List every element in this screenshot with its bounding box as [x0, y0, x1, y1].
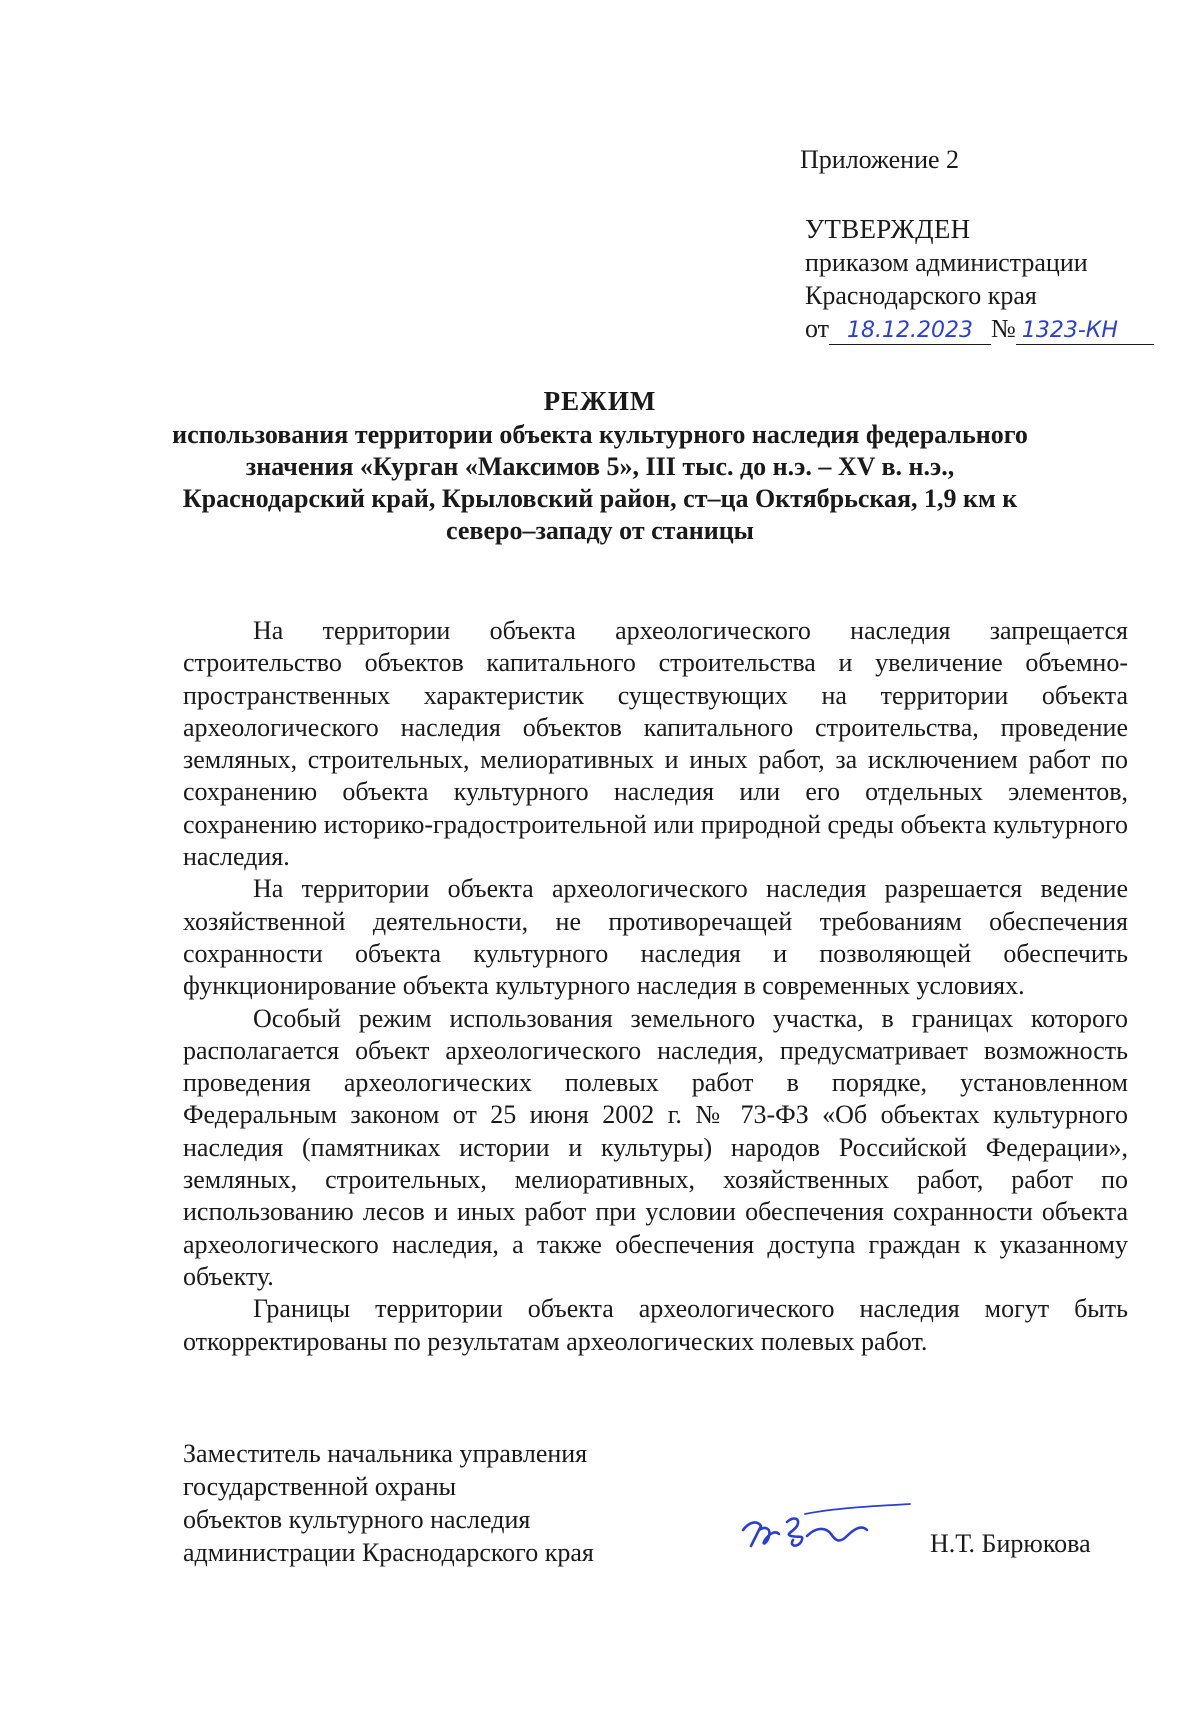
paragraph-permitted-activity: На территории объекта археологического наследия разрешается ведение хозяйственной деятельности, не противоречащей требованиям обеспечения сохранности объекта культурного наследия и позволяющей обеспечить функционирование объекта культурного наследия в современных условиях. [183, 874, 1128, 1001]
signatory-position [183, 1437, 594, 1569]
position-line-1: Заместитель начальника управления [183, 1439, 588, 1468]
title-main: РЕЖИМ [543, 386, 657, 416]
document-body [183, 615, 1128, 1358]
number-label: № [991, 314, 1016, 343]
paragraph-special-regime: Особый режим использования земельного участка, в границах которого располагается объект археологического наследия, предусматривает возможность проведения археологических полевых работ в порядке, установленном Федеральным законом от 25 июня 2002 г. № 73-ФЗ «Об объектах культурного наследия (памятниках истории и культуры) народов Российской Федерации», земляных, строительных, мелиоративных, хозяйственных работ, работ по использованию лесов и иных работ при условии обеспечения сохранности объекта археологического наследия, а также обеспечения доступа граждан к указанному объекту. [183, 1003, 1128, 1291]
order-reference [805, 312, 1154, 345]
approval-stamp-block [805, 213, 1154, 345]
title-line-3: Краснодарский край, Крыловский район, ст–ца Октябрьская, 1,9 км к [182, 484, 1018, 513]
position-line-2: государственной охраны [183, 1472, 457, 1501]
order-number-handwritten: 1323-КН [1016, 318, 1154, 345]
position-line-3: объектов культурного наследия [183, 1505, 531, 1534]
from-label: от [805, 314, 830, 343]
approved-heading: УТВЕРЖДЕН [805, 214, 971, 244]
document-title [150, 385, 1050, 547]
approval-line-2: Краснодарского края [805, 281, 1037, 310]
signatory-name: Н.Т. Бирюкова [930, 1529, 1091, 1558]
appendix-label: Приложение 2 [800, 145, 960, 174]
handwritten-signature [735, 1500, 915, 1560]
title-line-1: использования территории объекта культурного наследия федерального [172, 420, 1028, 449]
order-date-handwritten: 18.12.2023 [829, 318, 991, 345]
approval-line-1: приказом администрации [805, 248, 1088, 277]
title-line-2: значения «Курган «Максимов 5», III тыс. до н.э. – XV в. н.э., [245, 452, 955, 481]
title-line-4: северо–западу от станицы [446, 516, 754, 545]
paragraph-boundaries: Границы территории объекта археологического наследия могут быть откорректированы по результатам археологических полевых работ. [183, 1294, 1128, 1356]
position-line-4: администрации Краснодарского края [183, 1538, 594, 1567]
paragraph-prohibitions: На территории объекта археологического наследия запрещается строительство объектов капитального строительства и увеличение объемно-пространственных характеристик существующих на территории объекта археологического наследия объектов капитального строительства, проведение земляных, строительных, мелиоративных и иных работ, за исключением работ по сохранению объекта культурного наследия или его отдельных элементов, сохранению историко-градостроительной или природной среды объекта культурного наследия. [183, 616, 1128, 872]
